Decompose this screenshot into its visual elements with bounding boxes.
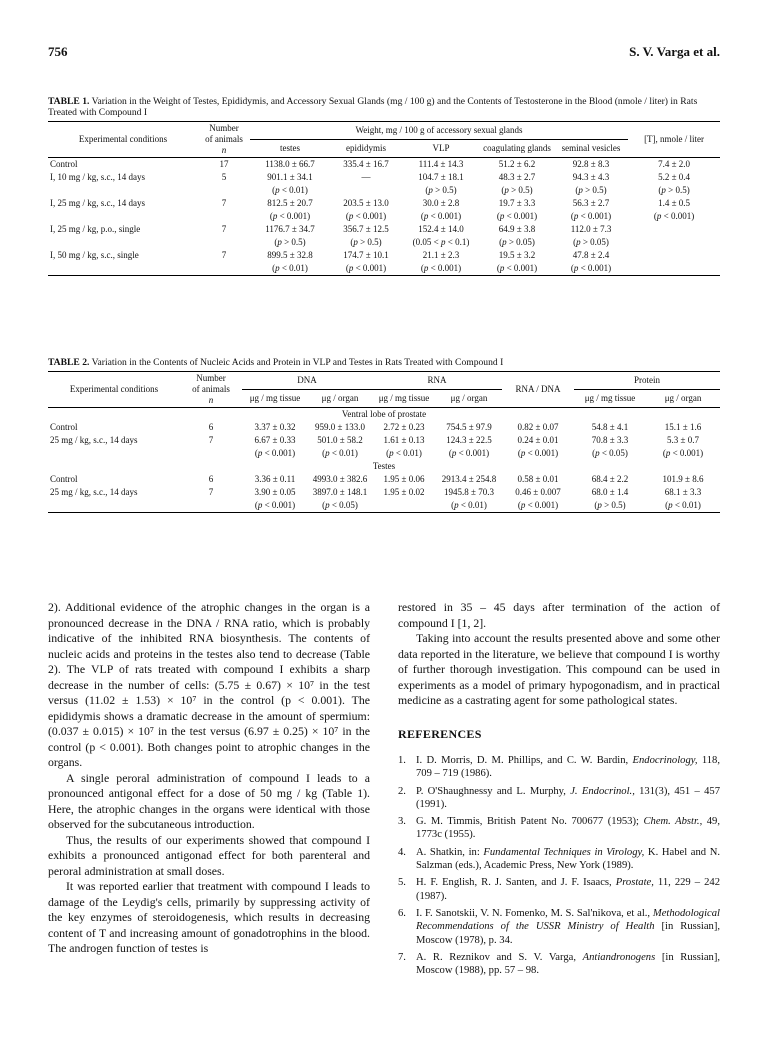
t1-head-testosterone: [T], nmole / liter <box>628 122 720 158</box>
table-cell: 1945.8 ± 70.3 <box>444 487 494 497</box>
table-cell: 959.0 ± 133.0 <box>315 422 365 432</box>
table-cell: 124.3 ± 22.5 <box>446 435 492 445</box>
table-cell: 19.7 ± 3.3 <box>498 198 536 208</box>
t2-section-prostate: Ventral lobe of prostate <box>341 409 427 419</box>
p-value: (p < 0.001) <box>254 448 296 458</box>
table-cell: 70.8 ± 3.3 <box>591 435 629 445</box>
p-value: (p < 0.05) <box>592 448 628 458</box>
t2-head-rna-organ: μg / organ <box>436 390 502 408</box>
table-row <box>48 197 720 210</box>
table-cell: 51.2 ± 6.2 <box>498 159 536 169</box>
t1-head-vlp: VLP <box>402 140 480 158</box>
p-value: (p < 0.01) <box>386 448 422 458</box>
table-row <box>48 421 720 434</box>
running-author: S. V. Varga et al. <box>629 44 720 59</box>
reference-item: 6. I. F. Sanotskii, V. N. Fomenko, M. S. Sal'nikova, et al., Methodological Recommendations of the USSR Ministry of Health [in Russian], Moscow (1978), p. 34. <box>398 907 720 946</box>
table-cell: 152.4 ± 14.0 <box>418 224 464 234</box>
p-value: (p < 0.01) <box>436 499 502 513</box>
table-cell: 1138.0 ± 66.7 <box>265 159 315 169</box>
table-cell: 56.3 ± 2.7 <box>572 198 610 208</box>
table-cell: 1.95 ± 0.02 <box>383 487 425 497</box>
p-value: (p > 0.5) <box>575 185 607 195</box>
p-value: (p < 0.001) <box>448 448 490 458</box>
paragraph: Thus, the results of our experiments showed that compound I exhibits a pronounced antigonad effect for both parenteral and peroral administration at small doses. <box>48 832 370 878</box>
row-n: 7 <box>221 250 227 260</box>
table-row <box>48 223 720 236</box>
table-cell: 3.36 ± 0.11 <box>254 474 296 484</box>
table-cell: 104.7 ± 18.1 <box>418 172 464 182</box>
table-cell: 1176.7 ± 34.7 <box>265 224 315 234</box>
table-cell: 5.3 ± 0.7 <box>667 435 699 445</box>
t1-head-number: Number of animals n <box>198 122 250 158</box>
table-cell: 19.5 ± 3.2 <box>498 250 536 260</box>
table-row <box>48 171 720 184</box>
table-cell: 47.8 ± 2.4 <box>572 250 610 260</box>
t2-section-testes: Testes <box>372 461 396 471</box>
table-row-pvalues <box>48 210 720 223</box>
table-cell: 54.8 ± 4.1 <box>591 422 629 432</box>
p-value: (p < 0.001) <box>345 211 387 221</box>
t1-head-testes: testes <box>250 140 330 158</box>
table-cell: 111.4 ± 14.3 <box>418 159 464 169</box>
table-row-pvalues <box>48 499 720 513</box>
table-cell: 112.0 ± 7.3 <box>570 224 612 234</box>
paragraph: Taking into account the results presented above and some other data reported in the literature, we believe that compound I is worthy of further thorough investigation. This compound can be used in experiments as a model of primary hypogonadism, and in practical medicine as a castrating agent for some pathological states. <box>398 631 720 707</box>
reference-item: 3. G. M. Timmis, British Patent No. 700677 (1953); Chem. Abstr., 49, 1773c (1955). <box>398 816 720 841</box>
p-value: (p < 0.001) <box>480 262 554 276</box>
t1-head-coagulating: coagulating glands <box>480 140 554 158</box>
page-header <box>48 44 720 64</box>
p-value: (p < 0.001) <box>653 211 695 221</box>
references-list <box>398 754 720 977</box>
table-cell: 4993.0 ± 382.6 <box>312 474 368 484</box>
p-value: (p < 0.01) <box>322 448 358 458</box>
table-cell: 0.82 ± 0.07 <box>517 422 559 432</box>
row-n: 6 <box>208 474 214 484</box>
p-value: (p > 0.5) <box>425 185 457 195</box>
p-value: (p < 0.001) <box>662 448 704 458</box>
table-cell: 2.72 ± 0.23 <box>383 422 425 432</box>
table-row <box>48 158 720 172</box>
table-row <box>48 473 720 486</box>
table-cell: 94.3 ± 4.3 <box>572 172 610 182</box>
table-cell: 812.5 ± 20.7 <box>267 198 313 208</box>
paragraph: 2). Additional evidence of the atrophic changes in the organ is a pronounced decrease in the DNA / RNA ratio, which is probably indicative of the inhibited RNA biosynthesis. The contents of nucleic acids and proteins in the testes also tend to decrease (Table 2). The VLP of rats treated with compound I exhibits a sharp decrease in the number of cells: (5.75 ± 0.67) × 10⁷ in the test versus (11.02 ± 1.53) × 10⁷ in the control (p < 0.001). The epididymis shows a dramatic decrease in the amount of spermium: (0.037 ± 0.015) × 10⁷ in the test versus (6.97 ± 0.25) × 10⁷ in the control (p < 0.001). Both changes point to atrophic changes in the organs. <box>48 600 370 769</box>
table-cell: 6.67 ± 0.33 <box>254 435 296 445</box>
reference-item: 4. A. Shatkin, in: Fundamental Techniques in Virology, K. Habel and N. Salzman (eds.), Academic Press, New York (1989). <box>398 846 720 872</box>
table-cell: 901.1 ± 34.1 <box>267 172 313 182</box>
t1-head-weight-group: Weight, mg / 100 g of accessory sexual glands <box>250 122 628 140</box>
t2-head-dna: DNA <box>242 372 372 390</box>
table-row-pvalues <box>48 236 720 249</box>
t1-head-conditions: Experimental conditions <box>48 122 198 158</box>
t2-head-conditions: Experimental conditions <box>48 372 180 408</box>
reference-item: 7. A. R. Reznikov and S. V. Varga, Antiandronogens [in Russian], Moscow (1988), pp. 57 – 98. <box>398 951 721 977</box>
table-cell: 68.0 ± 1.4 <box>591 487 629 497</box>
paragraph: A single peroral administration of compound I leads to a pronounced antigonal effect for a dose of 50 mg / kg (Table 1). Here, the atrophic changes in the organs were identical with those observed for the subcutaneous introduction. <box>48 770 370 831</box>
p-value: (p > 0.5) <box>350 237 382 247</box>
table1-caption: TABLE 1. Variation in the Weight of Testes, Epididymis, and Accessory Sexual Glands (mg / 100 g) and the Contents of Testosterone in the Blood (nmole / liter) in Rats Treated with Compound I <box>48 96 698 118</box>
row-n: 6 <box>208 422 214 432</box>
table-cell: 1.4 ± 0.5 <box>658 198 691 208</box>
p-value: (p < 0.05) <box>308 499 372 513</box>
p-value: (p < 0.001) <box>269 211 311 221</box>
t2-head-rna-tissue: μg / mg tissue <box>372 390 436 408</box>
row-condition: Control <box>50 422 78 432</box>
row-n: 7 <box>208 435 214 445</box>
table-row <box>48 486 720 499</box>
p-value: (p > 0.5) <box>274 237 306 247</box>
p-value: (p < 0.001) <box>496 211 538 221</box>
table-cell: 501.0 ± 58.2 <box>317 435 363 445</box>
p-value: (p < 0.001) <box>570 211 612 221</box>
p-value: (p < 0.001) <box>554 262 628 276</box>
table-row-pvalues <box>48 447 720 460</box>
p-value: (0.05 < p < 0.1) <box>412 237 470 247</box>
table-cell: 203.5 ± 13.0 <box>343 198 389 208</box>
table-cell: 335.4 ± 16.7 <box>343 159 389 169</box>
reference-item: 5. H. F. English, R. J. Santen, and J. F. Isaacs, Prostate, 11, 229 – 242 (1987). <box>398 877 721 902</box>
table-cell: 68.1 ± 3.3 <box>664 487 702 497</box>
p-value: (p < 0.001) <box>517 448 559 458</box>
table-cell <box>628 249 720 262</box>
table-cell: — <box>361 172 371 182</box>
row-condition: I, 25 mg / kg, p.o., single <box>50 224 141 234</box>
t2-head-prot-organ: μg / organ <box>646 390 720 408</box>
table-cell: 0.46 ± 0.007 <box>515 487 561 497</box>
table-cell: 21.1 ± 2.3 <box>422 250 460 260</box>
p-value: (p < 0.001) <box>242 499 308 513</box>
table-cell: 3.37 ± 0.32 <box>254 422 296 432</box>
table-cell: 754.5 ± 97.9 <box>446 422 492 432</box>
table-cell <box>628 223 720 236</box>
row-n: 5 <box>221 172 227 182</box>
table-cell: 68.4 ± 2.2 <box>591 474 629 484</box>
references-heading: REFERENCES <box>398 726 482 741</box>
table-row <box>48 434 720 447</box>
row-condition: I, 50 mg / kg, s.c., single <box>50 250 139 260</box>
t2-head-dna-organ: μg / organ <box>308 390 372 408</box>
reference-item: 2. P. O'Shaughnessy and L. Murphy, J. Endocrinol., 131(3), 451 – 457 (1991). <box>398 785 720 810</box>
row-condition: 25 mg / kg, s.c., 14 days <box>50 487 138 497</box>
table-cell: 2913.4 ± 254.8 <box>441 474 497 484</box>
table1 <box>48 121 720 276</box>
p-value: (p < 0.001) <box>420 211 462 221</box>
paragraph: restored in 35 – 45 days after termination of the action of compound I [1, 2]. <box>398 600 720 630</box>
table-row-pvalues <box>48 184 720 197</box>
p-value: (p > 0.05) <box>573 237 609 247</box>
row-condition: I, 10 mg / kg, s.c., 14 days <box>50 172 145 182</box>
row-condition: I, 25 mg / kg, s.c., 14 days <box>50 198 145 208</box>
table-cell: 3.90 ± 0.05 <box>254 487 296 497</box>
t2-head-rna: RNA <box>372 372 502 390</box>
p-value <box>628 236 720 249</box>
t2-head-number: Number of animals n <box>180 372 242 408</box>
table-cell: 0.24 ± 0.01 <box>517 435 559 445</box>
table-cell: 7.4 ± 2.0 <box>658 159 691 169</box>
table-cell: 30.0 ± 2.8 <box>422 198 460 208</box>
p-value: (p < 0.001) <box>330 262 402 276</box>
table-cell: 174.7 ± 10.1 <box>343 250 389 260</box>
p-value: (p > 0.5) <box>574 499 646 513</box>
paragraph: It was reported earlier that treatment with compound I leads to damage of the Leydig's cells, primarily by suppressing activity of the key enzymes of steroidogenesis, which results in decreasing content of T and increasing amount of gonadotrophins in the blood. The androgen function of testes is <box>48 879 370 955</box>
table-cell: 1.61 ± 0.13 <box>383 435 425 445</box>
row-n: 7 <box>208 487 214 497</box>
left-column <box>48 600 370 957</box>
table-cell: 1.95 ± 0.06 <box>383 474 425 484</box>
row-condition: Control <box>50 159 78 169</box>
table-row <box>48 249 720 262</box>
table-row-pvalues <box>48 262 720 276</box>
table-cell: 3897.0 ± 148.1 <box>312 487 368 497</box>
row-n: 17 <box>219 159 229 169</box>
table-cell: 48.3 ± 2.7 <box>498 172 536 182</box>
t1-head-seminal: seminal vesicles <box>554 140 628 158</box>
table2-caption: TABLE 2. Variation in the Contents of Nucleic Acids and Protein in VLP and Testes in Rats Treated with Compound I <box>48 357 504 368</box>
p-value: (p < 0.001) <box>502 499 574 513</box>
row-condition: Control <box>50 474 78 484</box>
p-value <box>372 499 436 513</box>
right-column <box>398 600 720 981</box>
p-value: (p > 0.5) <box>658 185 690 195</box>
row-n: 7 <box>221 224 227 234</box>
t2-head-protein: Protein <box>574 372 720 390</box>
table-cell: 5.2 ± 0.4 <box>658 172 691 182</box>
t1-head-epididymis: epididymis <box>330 140 402 158</box>
p-value: (p < 0.01) <box>646 499 720 513</box>
p-value: (p < 0.01) <box>272 185 308 195</box>
p-value: (p < 0.001) <box>402 262 480 276</box>
table-cell: 64.9 ± 3.8 <box>498 224 536 234</box>
table-cell: 0.58 ± 0.01 <box>517 474 559 484</box>
table2 <box>48 371 720 513</box>
table-cell: 101.9 ± 8.6 <box>662 474 704 484</box>
p-value: (p > 0.05) <box>499 237 535 247</box>
table-cell: 92.8 ± 8.3 <box>572 159 610 169</box>
p-value: (p > 0.5) <box>501 185 533 195</box>
page-number: 756 <box>48 44 68 59</box>
table-cell: 899.5 ± 32.8 <box>267 250 313 260</box>
table-cell: 15.1 ± 1.6 <box>664 422 702 432</box>
reference-item: 1. I. D. Morris, D. M. Phillips, and C. W. Bardin, Endocrinology, 118, 709 – 719 (1986). <box>398 755 720 780</box>
row-condition: 25 mg / kg, s.c., 14 days <box>50 435 138 445</box>
p-value <box>628 262 720 276</box>
t2-head-prot-tissue: μg / mg tissue <box>574 390 646 408</box>
t2-head-ratio: RNA / DNA <box>502 372 574 408</box>
p-value <box>330 184 402 197</box>
p-value: (p < 0.01) <box>250 262 330 276</box>
row-n: 7 <box>221 198 227 208</box>
t2-head-dna-tissue: μg / mg tissue <box>242 390 308 408</box>
table-cell: 356.7 ± 12.5 <box>343 224 389 234</box>
